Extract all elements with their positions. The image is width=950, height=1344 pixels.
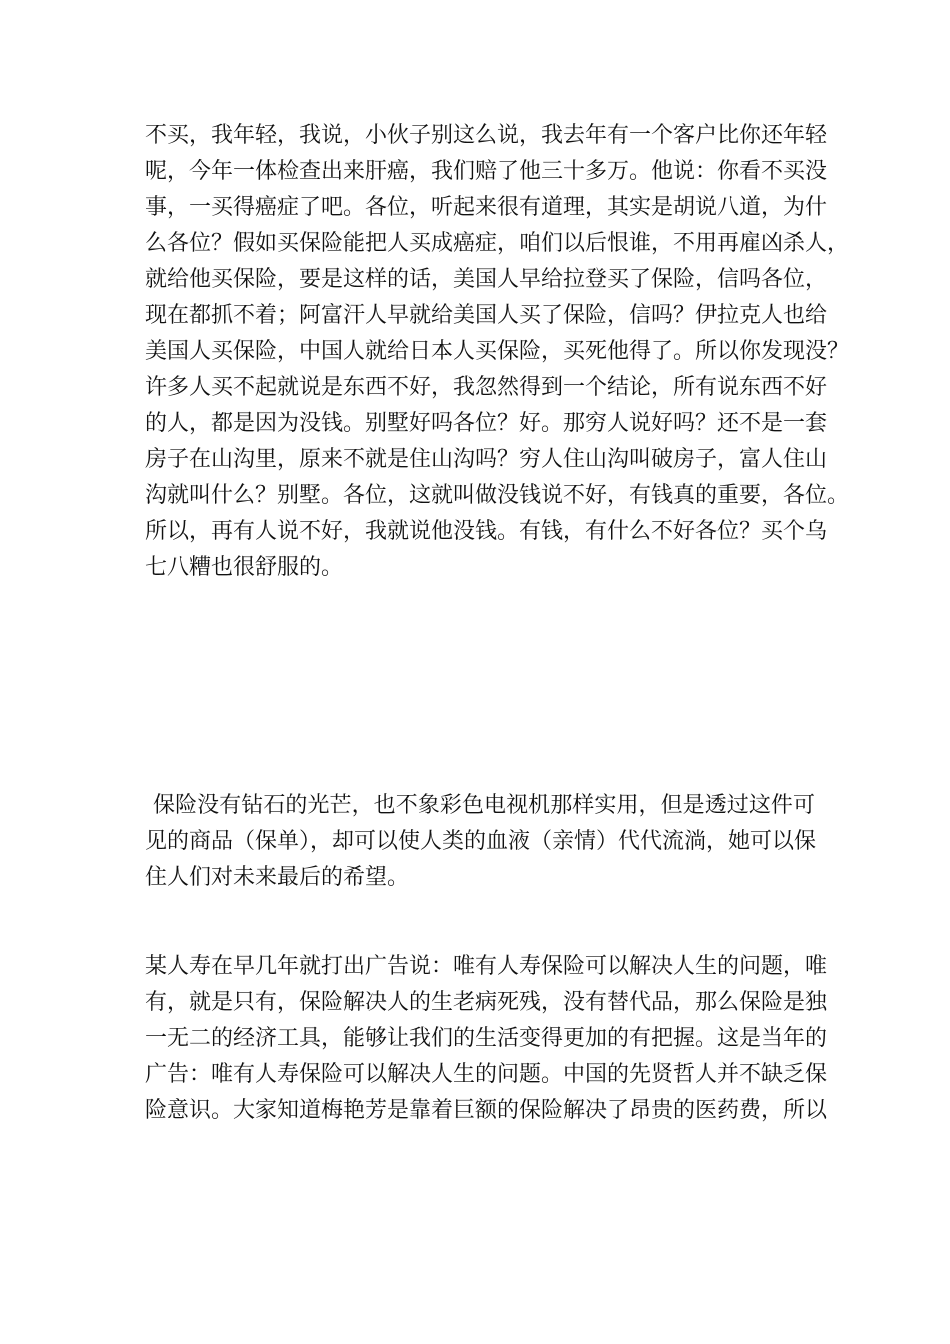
- paragraph-line: 险意识。大家知道梅艳芳是靠着巨额的保险解决了昂贵的医药费，所以: [145, 1098, 828, 1123]
- paragraph-line: 的人，都是因为没钱。别墅好吗各位？好。那穷人说好吗？还不是一套: [145, 411, 828, 436]
- paragraph-line: 么各位？假如买保险能把人买成癌症，咱们以后恨谁，不用再雇凶杀人，: [145, 231, 850, 256]
- paragraph-line: 一无二的经济工具，能够让我们的生活变得更加的有把握。这是当年的: [145, 1026, 828, 1051]
- paragraph-line: 房子在山沟里，原来不就是住山沟吗？穷人住山沟叫破房子，富人住山: [145, 447, 828, 472]
- paragraph-line: 事，一买得癌症了吧。各位，听起来很有道理，其实是胡说八道，为什: [145, 195, 828, 220]
- paragraph-3: [145, 949, 828, 1129]
- paragraph-line: 现在都抓不着；阿富汗人早就给美国人买了保险，信吗？伊拉克人也给: [145, 303, 828, 328]
- paragraph-line: 住人们对未来最后的希望。: [145, 865, 410, 890]
- paragraph-line: 七八糟也很舒服的。: [145, 555, 344, 580]
- paragraph-1: [145, 118, 850, 586]
- paragraph-line: 某人寿在早几年就打出广告说：唯有人寿保险可以解决人生的问题，唯: [145, 954, 828, 979]
- paragraph-line: 美国人买保险，中国人就给日本人买保险，买死他得了。所以你发现没？: [145, 339, 850, 364]
- paragraph-line: 所以，再有人说不好，我就说他没钱。有钱，有什么不好各位？买个乌: [145, 519, 828, 544]
- paragraph-line: 呢，今年一体检查出来肝癌，我们赔了他三十多万。他说：你看不买没: [145, 159, 828, 184]
- paragraph-line: 保险没有钻石的光芒，也不象彩色电视机那样实用，但是透过这件可: [153, 793, 815, 818]
- paragraph-line: 许多人买不起就说是东西不好，我忽然得到一个结论，所有说东西不好: [145, 375, 828, 400]
- paragraph-line: 见的商品（保单），却可以使人类的血液（亲情）代代流淌，她可以保: [145, 829, 817, 854]
- paragraph-line: 广告：唯有人寿保险可以解决人生的问题。中国的先贤哲人并不缺乏保: [145, 1062, 828, 1087]
- paragraph-2: [145, 788, 815, 896]
- paragraph-line: 不买，我年轻，我说，小伙子别这么说，我去年有一个客户比你还年轻: [145, 123, 828, 148]
- paragraph-line: 沟就叫什么？别墅。各位，这就叫做没钱说不好，有钱真的重要，各位。: [145, 483, 850, 508]
- paragraph-line: 就给他买保险，要是这样的话，美国人早给拉登买了保险，信吗各位，: [145, 267, 828, 292]
- paragraph-line: 有，就是只有，保险解决人的生老病死残，没有替代品，那么保险是独: [145, 990, 828, 1015]
